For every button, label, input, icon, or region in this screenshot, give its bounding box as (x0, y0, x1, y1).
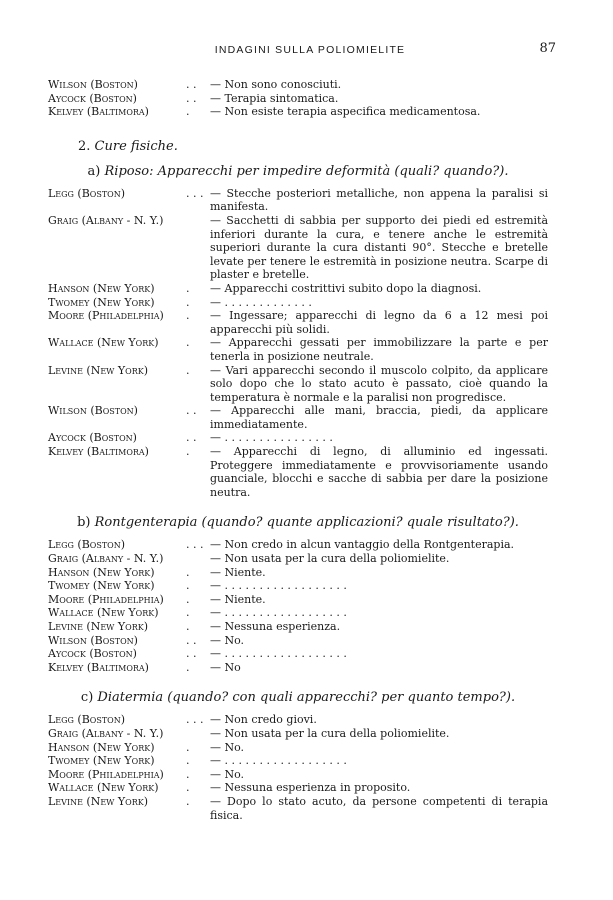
subsection-title: Diatermia (quando? con quali apparecchi? per quanto tempo?). (97, 690, 516, 706)
page-number: 87 (539, 41, 556, 56)
reply-row (48, 754, 548, 768)
respondent-name: Twomey (New York) (48, 295, 155, 309)
reply-text: — Ingessare; apparecchi di legno da 6 a 12 mesi poi apparecchi più solidi. (210, 309, 548, 336)
leader-dots: . . . (186, 713, 204, 727)
reply-row (48, 634, 548, 648)
respondent-name: Legg (Boston) (48, 713, 126, 727)
reply-row (48, 296, 548, 310)
reply-text: — Terapia sintomatica. (210, 91, 339, 105)
respondent-name: Kelvey (Baltimora) (48, 660, 149, 674)
respondent-name: Levine (New York) (48, 620, 149, 633)
reply-row (48, 78, 548, 92)
respondent-name: Wallace (New York) (48, 606, 159, 620)
leader-dots: . (186, 445, 190, 459)
reply-row (48, 538, 548, 552)
reply-row (48, 404, 548, 431)
reply-row (48, 282, 548, 296)
reply-text: — Non esiste terapia aspecifica medicamentosa. (210, 105, 481, 119)
leader-dots: . (186, 740, 190, 754)
leader-dots: . (186, 592, 190, 606)
reply-text: — Niente. (210, 565, 266, 579)
reply-row (48, 661, 548, 675)
respondent-name: Graig (Albany - N. Y.) (48, 726, 164, 740)
reply-text: — Apparecchi gessati per immobilizzare la parte e per tenerla in posizione neutrale. (210, 336, 548, 363)
leader-dots: . (186, 620, 190, 633)
reply-row (48, 620, 548, 634)
reply-text: — Nessuna esperienza in proposito. (210, 781, 411, 795)
leader-dots: . (186, 794, 190, 808)
respondent-name: Levine (New York) (48, 363, 149, 377)
page-content (48, 78, 548, 822)
reply-text: — Non usata per la cura della poliomielite. (210, 552, 450, 566)
reply-text: — . . . . . . . . . . . . . . . . . . (210, 606, 347, 620)
reply-list-rest (48, 187, 548, 500)
leader-dots: . (186, 565, 190, 579)
leader-dots: . . (186, 633, 197, 647)
reply-text: — No. (210, 633, 245, 647)
respondent-name: Legg (Boston) (48, 186, 126, 200)
respondent-name: Hanson (New York) (48, 565, 155, 579)
respondent-name: Moore (Philadelphia) (48, 592, 164, 606)
respondent-name: Legg (Boston) (48, 538, 126, 552)
respondent-name: Aycock (Boston) (48, 647, 137, 661)
leader-dots: . (186, 754, 190, 768)
reply-row (48, 92, 548, 106)
reply-text: — Apparecchi alle mani, braccia, piedi, da applicare immediatamente. (210, 404, 548, 431)
leader-dots: . . (186, 91, 197, 105)
leader-dots: . . (186, 647, 197, 661)
reply-text: — Non sono conosciuti. (210, 78, 342, 91)
leader-dots: . (186, 295, 190, 309)
reply-text: — Non usata per la cura della poliomielite. (210, 726, 450, 740)
reply-text: — . . . . . . . . . . . . . . . . . . (210, 754, 347, 768)
leader-dots: . (186, 781, 190, 795)
respondent-name: Moore (Philadelphia) (48, 767, 164, 781)
reply-text: — Nessuna esperienza. (210, 620, 341, 633)
reply-row (48, 741, 548, 755)
reply-text: — Sacchetti di sabbia per supporto dei piedi ed estremità inferiori durante la cura, e tenere anche le estremità superiori durante la cura distanti 90°. Stecche e bretelle levate per tenere le estremità in posizione neutra. Scarpe di plaster e bretelle. (210, 213, 548, 282)
respondent-name: Kelvey (Baltimora) (48, 105, 149, 119)
reply-text: — Apparecchi di legno, di alluminio ed ingessati. Proteggere immediatamente e provvisoriamente usando guanciale, blocchi e sacche di sabbia per dare la posizione neutra. (210, 445, 548, 499)
respondent-name: Hanson (New York) (48, 740, 155, 754)
leader-dots: . (186, 105, 190, 119)
reply-list-diathermy (48, 713, 548, 822)
subsection-heading-b (48, 515, 548, 530)
respondent-name: Aycock (Boston) (48, 91, 137, 105)
reply-row (48, 309, 548, 336)
subsection-heading-c (48, 690, 548, 705)
leader-dots: . . (186, 431, 197, 445)
subsection-heading-a (48, 164, 548, 179)
reply-row (48, 647, 548, 661)
section-heading (78, 139, 548, 154)
section-title: Cure fisiche. (94, 138, 178, 154)
respondent-name: Kelvey (Baltimora) (48, 445, 149, 459)
respondent-name: Graig (Albany - N. Y.) (48, 213, 164, 227)
leader-dots: . . (186, 78, 197, 91)
reply-list-pharmacological (48, 78, 548, 119)
subsection-label: b) (77, 515, 91, 531)
running-head (60, 41, 560, 60)
reply-text: — No (210, 660, 241, 674)
reply-text: — . . . . . . . . . . . . . . . . (210, 431, 333, 445)
leader-dots: . (186, 767, 190, 781)
reply-row (48, 214, 548, 282)
respondent-name: Twomey (New York) (48, 579, 155, 593)
section-number: 2. (78, 138, 91, 154)
reply-text: — No. (210, 767, 245, 781)
leader-dots (186, 214, 210, 282)
leader-dots: . . . (186, 538, 204, 552)
reply-row (48, 713, 548, 727)
respondent-name: Graig (Albany - N. Y.) (48, 552, 164, 566)
leader-dots (186, 552, 210, 566)
leader-dots: . (186, 309, 190, 323)
reply-text: — Stecche posteriori metalliche, non appena la paralisi si manifesta. (210, 186, 548, 214)
respondent-name: Wallace (New York) (48, 781, 159, 795)
reply-row (48, 768, 548, 782)
respondent-name: Wilson (Boston) (48, 78, 138, 91)
respondent-name: Wilson (Boston) (48, 404, 138, 418)
reply-list-rontgen (48, 538, 548, 674)
leader-dots: . (186, 579, 190, 593)
reply-text: — Apparecchi costrittivi subito dopo la diagnosi. (210, 281, 482, 295)
reply-row (48, 187, 548, 214)
reply-row (48, 445, 548, 499)
reply-text: — . . . . . . . . . . . . . . . . . . (210, 647, 347, 661)
reply-row (48, 105, 548, 119)
subsection-title: Rontgenterapia (quando? quante applicazioni? quale risultato?). (94, 515, 519, 531)
respondent-name: Hanson (New York) (48, 281, 155, 295)
leader-dots: . . (186, 404, 197, 418)
reply-row (48, 336, 548, 363)
reply-row (48, 364, 548, 405)
reply-text: — Dopo lo stato acuto, da persone competenti di terapia fisica. (210, 794, 548, 822)
reply-row (48, 552, 548, 566)
reply-text: — No. (210, 740, 245, 754)
leader-dots: . (186, 660, 190, 674)
reply-text: — Vari apparecchi secondo il muscolo colpito, da applicare solo dopo che lo stato acuto è passato, cioè quando la temperatura è normale e la paralisi non progredisce. (210, 363, 548, 404)
reply-text: — Non credo giovi. (210, 713, 317, 727)
respondent-name: Wilson (Boston) (48, 633, 138, 647)
leader-dots: . (186, 606, 190, 620)
leader-dots (186, 727, 210, 741)
reply-row (48, 593, 548, 607)
running-title: INDAGINI SULLA POLIOMIELITE (214, 44, 406, 56)
reply-row (48, 431, 548, 445)
leader-dots: . (186, 363, 190, 377)
respondent-name: Moore (Philadelphia) (48, 309, 164, 323)
reply-text: — . . . . . . . . . . . . . . . . . . (210, 579, 347, 593)
reply-text: — Non credo in alcun vantaggio della Rontgenterapia. (210, 538, 515, 552)
reply-row (48, 795, 548, 822)
reply-row (48, 566, 548, 580)
reply-text: — Niente. (210, 592, 266, 606)
reply-row (48, 579, 548, 593)
leader-dots: . . . (186, 186, 204, 200)
subsection-label: a) (87, 163, 101, 179)
respondent-name: Wallace (New York) (48, 336, 159, 350)
respondent-name: Twomey (New York) (48, 754, 155, 768)
respondent-name: Aycock (Boston) (48, 431, 137, 445)
reply-row (48, 781, 548, 795)
respondent-name: Levine (New York) (48, 794, 149, 808)
subsection-title: Riposo: Apparecchi per impedire deformità (quali? quando?). (104, 163, 509, 179)
leader-dots: . (186, 336, 190, 350)
reply-row (48, 606, 548, 620)
leader-dots: . (186, 281, 190, 295)
reply-text: — . . . . . . . . . . . . . (210, 295, 312, 309)
reply-row (48, 727, 548, 741)
subsection-label: c) (80, 690, 94, 706)
